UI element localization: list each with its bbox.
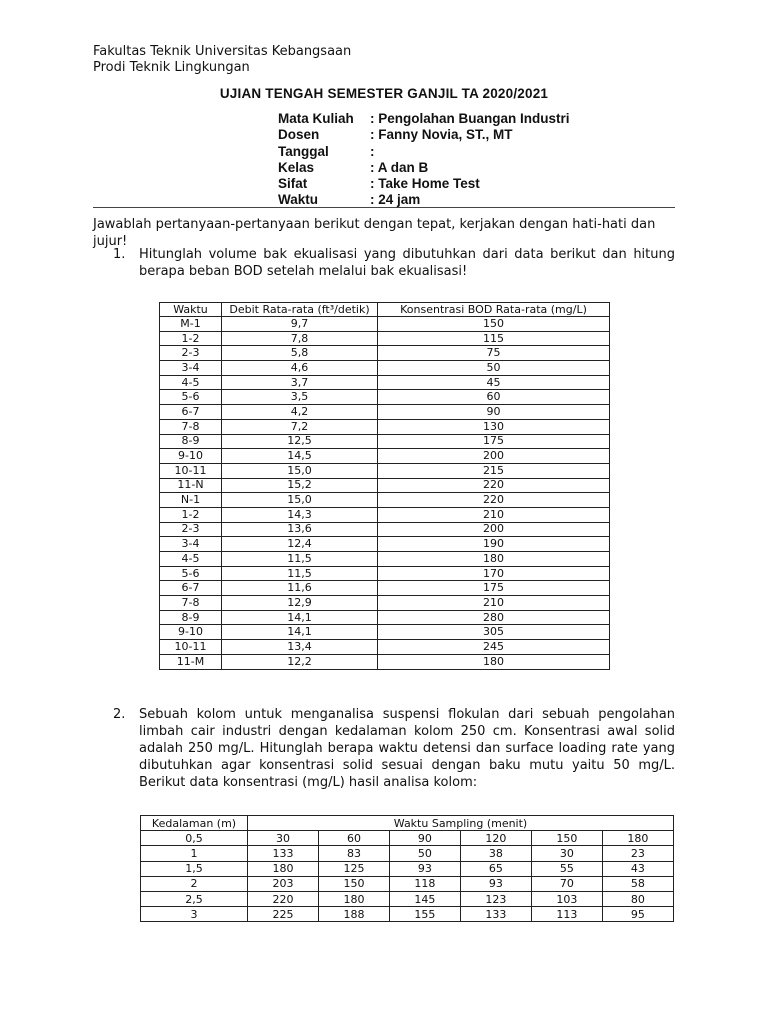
table-cell: 12,2 [222, 654, 378, 669]
table-cell: 50 [378, 361, 610, 376]
exam-info-value: : A dan B [370, 159, 429, 175]
table-cell: 245 [378, 640, 610, 655]
table-cell: 12,9 [222, 596, 378, 611]
table-cell: 180 [248, 861, 319, 876]
table-cell: 13,6 [222, 522, 378, 537]
exam-info-row [278, 144, 570, 160]
table-cell: 45 [378, 375, 610, 390]
table-row [160, 581, 610, 596]
table-cell: 5,8 [222, 346, 378, 361]
table-cell: 70 [531, 876, 602, 891]
table-cell: 7,8 [222, 331, 378, 346]
table-row [160, 507, 610, 522]
table-cell: 14,1 [222, 625, 378, 640]
table-cell: 210 [378, 507, 610, 522]
table-cell: 115 [378, 331, 610, 346]
table-cell: 175 [378, 434, 610, 449]
table-cell: 220 [248, 891, 319, 906]
table-cell: 133 [460, 907, 531, 922]
table-cell: 0,5 [141, 831, 248, 846]
table-row [160, 361, 610, 376]
table-cell: 14,5 [222, 449, 378, 464]
table-cell: 7-8 [160, 596, 222, 611]
table-cell: 155 [389, 907, 460, 922]
table-cell: 8-9 [160, 610, 222, 625]
table-row [160, 419, 610, 434]
table-cell: 188 [318, 907, 389, 922]
table-row [160, 552, 610, 567]
table-cell: 80 [602, 891, 673, 906]
table-cell: N-1 [160, 493, 222, 508]
table-row [160, 610, 610, 625]
table-cell: 83 [318, 846, 389, 861]
table-cell: 145 [389, 891, 460, 906]
instruction-text: Jawablah pertanyaan-pertanyaan berikut dengan tepat, kerjakan dengan hati-hati dan jujur! [93, 217, 656, 249]
table-cell: 6-7 [160, 581, 222, 596]
table-cell: 118 [389, 876, 460, 891]
column-header-bod: Konsentrasi BOD Rata-rata (mg/L) [378, 303, 610, 317]
table-cell: 200 [378, 449, 610, 464]
table-cell: 125 [318, 861, 389, 876]
table-cell: 30 [248, 831, 319, 846]
table-cell: 150 [378, 317, 610, 332]
column-header-waktu: Waktu [160, 303, 222, 317]
table-cell: 11,5 [222, 566, 378, 581]
table-row [160, 331, 610, 346]
table-header-row [141, 816, 674, 831]
table-cell: 3 [141, 907, 248, 922]
table-row [141, 846, 674, 861]
table-cell: 93 [389, 861, 460, 876]
table-cell: 225 [248, 907, 319, 922]
table-header-row [160, 303, 610, 317]
column-analysis-table [140, 815, 674, 922]
table-row [160, 493, 610, 508]
table-cell: 1,5 [141, 861, 248, 876]
table-cell: 4,2 [222, 405, 378, 420]
institution-name: Fakultas Teknik Universitas Kebangsaan [93, 44, 352, 59]
exam-info-label: Mata Kuliah [278, 111, 354, 126]
question-1-text: Hitunglah volume bak ekualisasi yang dibutuhkan dari data berikut dan hitung berapa beban BOD setelah melalui bak ekualisasi! [139, 247, 675, 279]
flow-bod-table [159, 302, 610, 670]
table-row [141, 891, 674, 906]
exam-title: UJIAN TENGAH SEMESTER GANJIL TA 2020/2021 [219, 86, 549, 101]
exam-info-label: Tanggal [278, 143, 329, 159]
exam-info-value: : Fanny Novia, ST., MT [370, 127, 513, 143]
table-cell: 60 [378, 390, 610, 405]
table-cell: 11,6 [222, 581, 378, 596]
table-cell: 180 [378, 654, 610, 669]
table-cell: 2,5 [141, 891, 248, 906]
table-cell: 15,0 [222, 463, 378, 478]
table-cell: 95 [602, 907, 673, 922]
table-cell: 3-4 [160, 537, 222, 552]
table-row [160, 317, 610, 332]
table-cell: 123 [460, 891, 531, 906]
table-cell: 1-2 [160, 331, 222, 346]
table-row [160, 478, 610, 493]
table-cell: 14,3 [222, 507, 378, 522]
institution-header [93, 44, 351, 76]
table-row [160, 537, 610, 552]
program-name: Prodi Teknik Lingkungan [93, 60, 250, 75]
exam-info-value: : Pengolahan Buangan Industri [370, 111, 570, 126]
table-cell: 180 [378, 552, 610, 567]
question-1-number: 1. [113, 247, 126, 262]
table-cell: 6-7 [160, 405, 222, 420]
table-cell: 90 [378, 405, 610, 420]
table-row [160, 390, 610, 405]
exam-info-label: Waktu [278, 192, 318, 208]
table-cell: 3,5 [222, 390, 378, 405]
table-cell: 170 [378, 566, 610, 581]
table-cell: 55 [531, 861, 602, 876]
table-cell: 280 [378, 610, 610, 625]
table-cell: 10-11 [160, 463, 222, 478]
table-row [141, 907, 674, 922]
table-cell: 220 [378, 493, 610, 508]
table-cell: 14,1 [222, 610, 378, 625]
table-row [141, 831, 674, 846]
exam-info-label: Kelas [278, 159, 315, 175]
table-cell: 93 [460, 876, 531, 891]
table-row [141, 861, 674, 876]
table-cell: 12,4 [222, 537, 378, 552]
table-cell: 133 [248, 846, 319, 861]
table-cell: 5-6 [160, 566, 222, 581]
table-cell: 9-10 [160, 625, 222, 640]
table-row [160, 566, 610, 581]
table-row [160, 375, 610, 390]
table-row [160, 522, 610, 537]
exam-info [278, 111, 570, 209]
table-row [160, 625, 610, 640]
table-cell: 150 [531, 831, 602, 846]
table-cell: 180 [318, 891, 389, 906]
table-cell: 210 [378, 596, 610, 611]
table-cell: 9-10 [160, 449, 222, 464]
table-cell: 4,6 [222, 361, 378, 376]
table-row [160, 449, 610, 464]
table-cell: 3-4 [160, 361, 222, 376]
table-cell: 103 [531, 891, 602, 906]
question-2-number: 2. [113, 707, 126, 722]
exam-info-value: : Take Home Test [370, 176, 480, 192]
table-row [160, 596, 610, 611]
column-header-sampling-time: Waktu Sampling (menit) [248, 816, 674, 831]
table-cell: 4-5 [160, 375, 222, 390]
exam-info-label: Sifat [278, 176, 308, 192]
table-cell: 1 [141, 846, 248, 861]
exam-info-row [278, 111, 570, 127]
exam-info-row [278, 127, 570, 143]
table-cell: 12,5 [222, 434, 378, 449]
table-row [160, 434, 610, 449]
exam-info-value: : [370, 143, 375, 159]
column-header-depth: Kedalaman (m) [141, 816, 248, 831]
exam-info-label: Dosen [278, 127, 320, 143]
exam-info-row [278, 176, 570, 192]
table-cell: 15,2 [222, 478, 378, 493]
table-cell: 13,4 [222, 640, 378, 655]
table-cell: 65 [460, 861, 531, 876]
table-cell: 180 [602, 831, 673, 846]
table-cell: 9,7 [222, 317, 378, 332]
table-cell: 7,2 [222, 419, 378, 434]
table-cell: 60 [318, 831, 389, 846]
table-row [141, 876, 674, 891]
table-cell: 203 [248, 876, 319, 891]
table-cell: 130 [378, 419, 610, 434]
table-cell: 43 [602, 861, 673, 876]
table-cell: 50 [389, 846, 460, 861]
table-cell: M-1 [160, 317, 222, 332]
table-cell: 113 [531, 907, 602, 922]
exam-info-value: : 24 jam [370, 192, 421, 208]
table-row [160, 346, 610, 361]
table-cell: 305 [378, 625, 610, 640]
table-cell: 4-5 [160, 552, 222, 567]
table-cell: 120 [460, 831, 531, 846]
table-cell: 11-M [160, 654, 222, 669]
table-cell: 2-3 [160, 346, 222, 361]
table-cell: 7-8 [160, 419, 222, 434]
divider [93, 207, 675, 208]
table-row [160, 463, 610, 478]
table-cell: 215 [378, 463, 610, 478]
table-cell: 11,5 [222, 552, 378, 567]
table-cell: 3,7 [222, 375, 378, 390]
table-cell: 1-2 [160, 507, 222, 522]
table-cell: 8-9 [160, 434, 222, 449]
table-cell: 150 [318, 876, 389, 891]
exam-info-row [278, 160, 570, 176]
table-row [160, 640, 610, 655]
question-2-text: Sebuah kolom untuk menganalisa suspensi flokulan dari sebuah pengolahan limbah cair industri dengan kedalaman kolom 250 cm. Konsentrasi awal solid adalah 250 mg/L. Hitunglah berapa waktu detensi dan surface loading rate yang dibutuhkan agar konsentrasi solid sesuai dengan baku mutu yaitu 50 mg/L. Berikut data konsentrasi (mg/L) hasil analisa kolom: [139, 707, 675, 790]
table-cell: 10-11 [160, 640, 222, 655]
table-cell: 190 [378, 537, 610, 552]
table-cell: 5-6 [160, 390, 222, 405]
table-cell: 11-N [160, 478, 222, 493]
table-cell: 38 [460, 846, 531, 861]
table-cell: 58 [602, 876, 673, 891]
table-cell: 23 [602, 846, 673, 861]
table-cell: 90 [389, 831, 460, 846]
table-cell: 175 [378, 581, 610, 596]
column-header-debit: Debit Rata-rata (ft³/detik) [222, 303, 378, 317]
table-cell: 30 [531, 846, 602, 861]
table-cell: 2 [141, 876, 248, 891]
table-cell: 15,0 [222, 493, 378, 508]
table-row [160, 405, 610, 420]
table-row [160, 654, 610, 669]
table-cell: 220 [378, 478, 610, 493]
table-cell: 75 [378, 346, 610, 361]
table-cell: 200 [378, 522, 610, 537]
table-cell: 2-3 [160, 522, 222, 537]
